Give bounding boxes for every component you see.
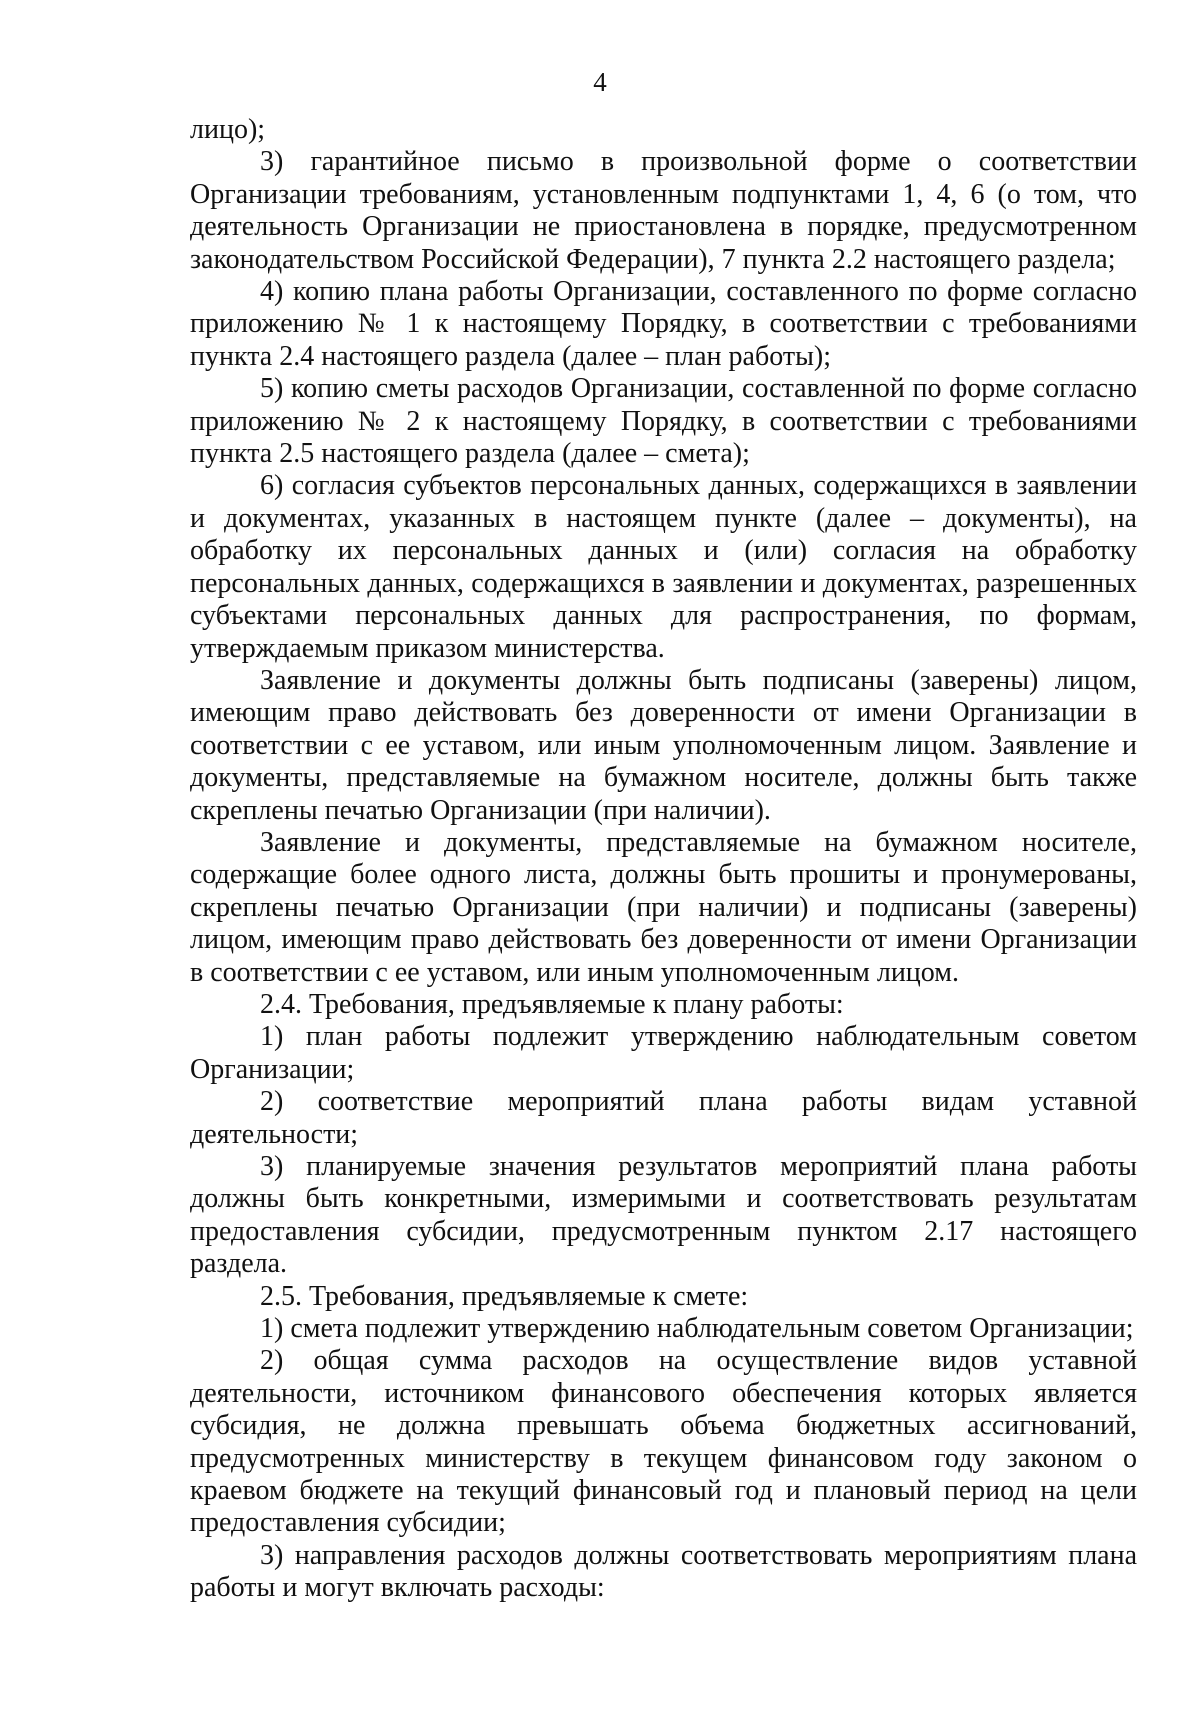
paragraph-2-5-item-2: 2) общая сумма расходов на осуществление видов уставной деятельности, источником финансового обеспечения которых является субсидия, не должна превышать объема бюджетных ассигнований, предусмотренных министерству в текущем финансовом году законом о краевом бюджете на текущий финансовый год и плановый период на цели предоставления субсидии; (190, 1345, 1137, 1539)
paragraph-2-5-item-1: 1) смета подлежит утверждению наблюдательным советом Организации; (260, 1313, 1134, 1345)
document-body (190, 114, 1137, 1605)
paragraph-item-6-consents: 6) согласия субъектов персональных данных, содержащихся в заявлении и документах, указанных в настоящем пункте (далее – документы), на обработку их персональных данных и (или) согласия на обработку персональных данных, содержащихся в заявлении и документах, разрешенных субъектами персональных данных для распространения, по формам, утверждаемым приказом министерства. (190, 470, 1137, 664)
paragraph-signing-requirements: Заявление и документы должны быть подписаны (заверены) лицом, имеющим право действовать без доверенности от имени Организации в соответствии с ее уставом, или иным уполномоченным лицом. Заявление и документы, представляемые на бумажном носителе, должны быть также скреплены печатью Организации (при наличии). (190, 664, 1137, 826)
section-heading-2-4: 2.4. Требования, предъявляемые к плану работы: (260, 988, 844, 1020)
page-number: 4 (593, 67, 607, 97)
paragraph-binding-requirements: Заявление и документы, представляемые на бумажном носителе, содержащие более одного листа, должны быть прошиты и пронумерованы, скреплены печатью Организации (при наличии) и подписаны (заверены) лицом, имеющим право действовать без доверенности от имени Организации в соответствии с ее уставом, или иным уполномоченным лицом. (190, 826, 1137, 988)
paragraph-2-4-item-3: 3) планируемые значения результатов мероприятий плана работы должны быть конкретными, измеримыми и соответствовать результатам предоставления субсидии, предусмотренным пунктом 2.17 настоящего раздела. (190, 1151, 1137, 1280)
paragraph-lico: лицо); (190, 114, 266, 145)
paragraph-2-5-item-3: 3) направления расходов должны соответствовать мероприятиям плана работы и могут включать расходы: (190, 1539, 1137, 1604)
paragraph-2-4-item-1: 1) план работы подлежит утверждению наблюдательным советом Организации; (190, 1021, 1137, 1085)
section-heading-2-5: 2.5. Требования, предъявляемые к смете: (260, 1280, 749, 1312)
paragraph-2-4-item-2: 2) соответствие мероприятий плана работы видам уставной деятельности; (190, 1086, 1137, 1150)
paragraph-item-4-work-plan: 4) копию плана работы Организации, составленного по форме согласно приложению № 1 к настоящему Порядку, в соответствии с требованиями пункта 2.4 настоящего раздела (далее – план работы); (190, 276, 1137, 372)
paragraph-item-5-cost-estimate: 5) копию сметы расходов Организации, составленной по форме согласно приложению № 2 к настоящему Порядку, в соответствии с требованиями пункта 2.5 настоящего раздела (далее – смета); (190, 373, 1137, 470)
paragraph-item-3-guarantee-letter: 3) гарантийное письмо в произвольной форме о соответствии Организации требованиям, установленным подпунктами 1, 4, 6 (о том, что деятельность Организации не приостановлена в порядке, предусмотренном законодательством Российской Федерации), 7 пункта 2.2 настоящего раздела; (190, 146, 1137, 275)
